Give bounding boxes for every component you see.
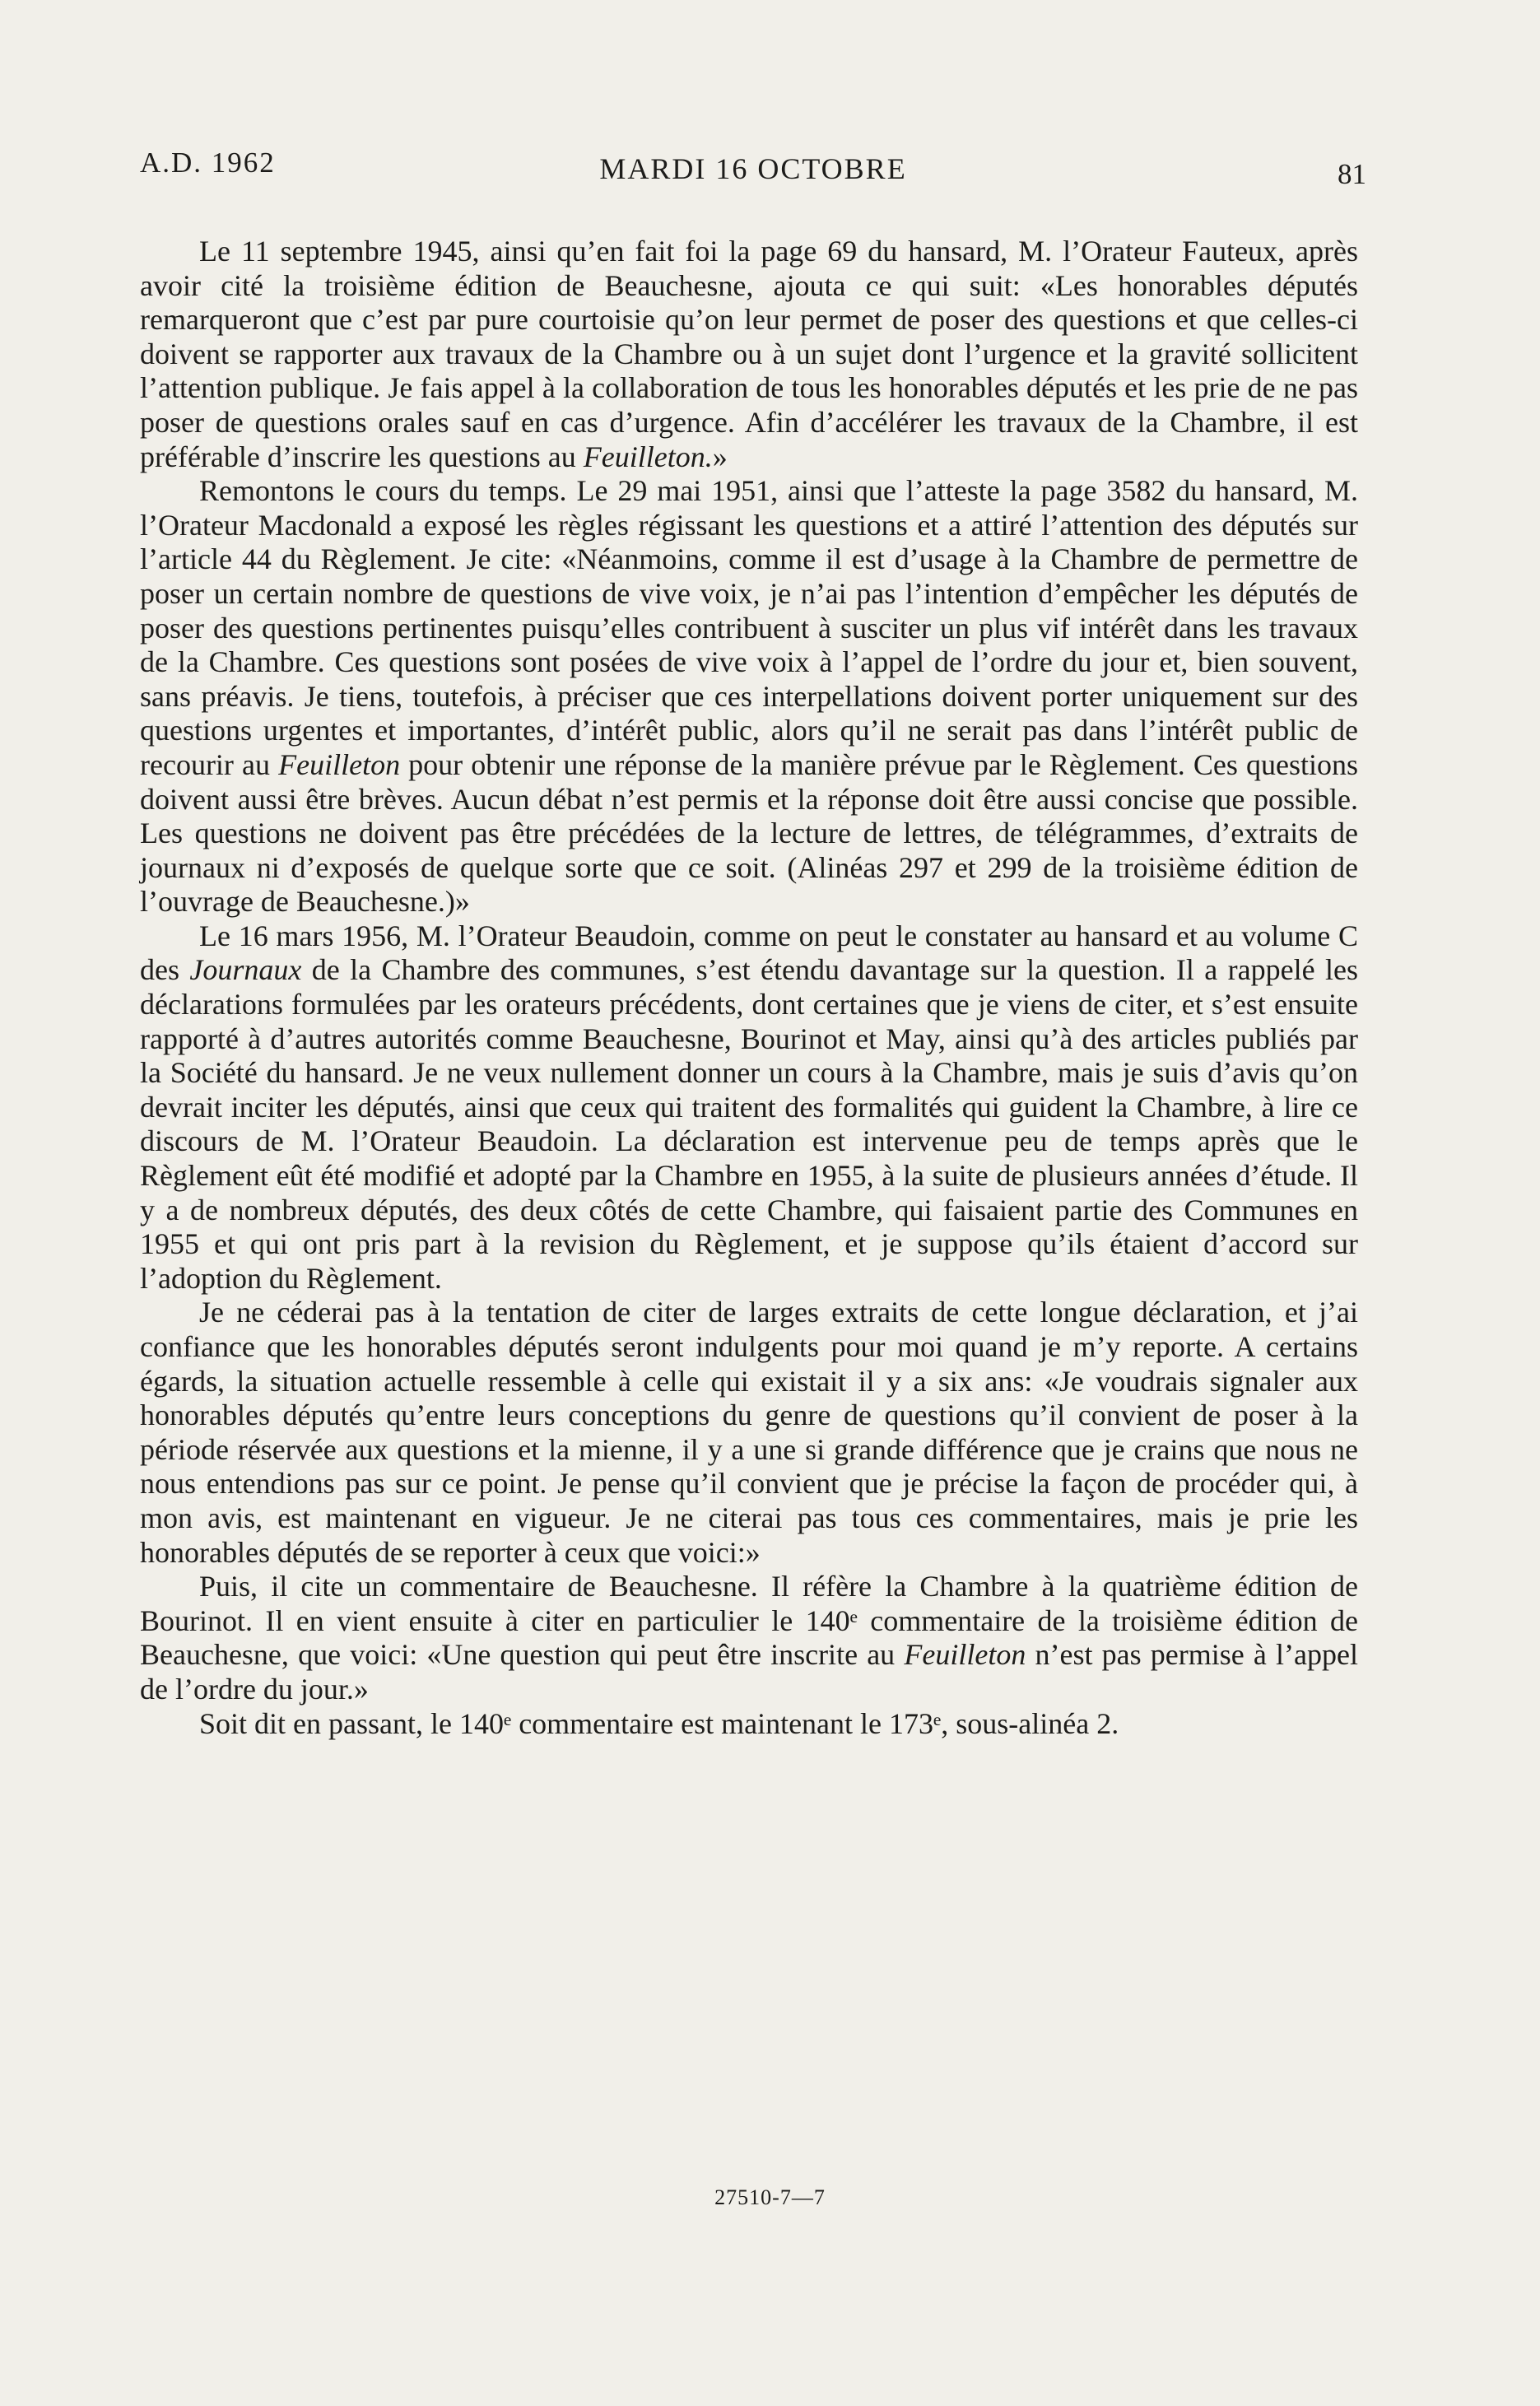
text-run: Puis, il cite un commentaire de Beauchesne. Il réfère la Chambre à la quatrième édition de Bourinot. Il en vient ensuite à citer en particulier le 140ᵉ commentaire de la troisième édition de Beauchesne, que voici: «Une question qui peut être inscrite au: [140, 1570, 1358, 1672]
text-run: Le 11 septembre 1945, ainsi qu’en fait foi la page 69 du hansard, M. l’Orateur Fauteux, après avoir cité la troisième édition de Beauchesne, ajouta ce qui suit: «Les honorables députés remarqueront que c’est par pure courtoisie qu’on leur permet de poser des questions et que celles-ci doivent se rapporter aux travaux de la Chambre ou à un sujet dont l’urgence et la gravité sollicitent l’attention publique. Je fais appel à la collaboration de tous les honorables députés et les prie de ne pas poser de questions orales sauf en cas d’urgence. Afin d’accélérer les travaux de la Chambre, il est préférable d’inscrire les questions au: [140, 235, 1358, 473]
body-text: [140, 235, 1358, 1741]
paragraph: [140, 1570, 1358, 1706]
header-date: MARDI 16 OCTOBRE: [599, 152, 907, 185]
italic-text-run: Feuilleton: [278, 747, 401, 781]
paragraph: [140, 474, 1358, 919]
text-run: Je ne céderai pas à la tentation de citer de larges extraits de cette longue déclaration, et j’ai confiance que les honorables députés seront indulgents pour moi quand je m’y reporte. A certains égards, la situation actuelle ressemble à celle qui existait il y a six ans: «Je voudrais signaler aux honorables députés qu’entre leurs conceptions du genre de questions qu’il convient de poser à la période réservée aux questions et la mienne, il y a une si grande différence que je crains que nous ne nous entendions pas sur ce point. Je pense qu’il convient que je précise la façon de procéder qui, à mon avis, est maintenant en vigueur. Je ne citerai pas tous ces commentaires, mais je prie les honorables députés de se reporter à ceux que voici:»: [140, 1296, 1358, 1569]
footer-printer-code: 27510-7—7: [714, 2185, 826, 2209]
header-year: A.D. 1962: [140, 147, 276, 179]
page-number: 81: [1338, 158, 1366, 190]
paragraph: [140, 1707, 1358, 1742]
italic-text-run: Feuilleton.: [583, 440, 713, 473]
italic-text-run: Journaux: [189, 953, 302, 987]
text-run: Remontons le cours du temps. Le 29 mai 1951, ainsi que l’atteste la page 3582 du hansard, M. l’Orateur Macdonald a exposé les règles régissant les questions et a attiré l’attention des députés sur l’article 44 du Règlement. Je cite: «Néanmoins, comme il est d’usage à la Chambre de permettre de poser un certain nombre de questions de vive voix, je n’ai pas l’intention d’empêcher les députés de poser des questions pertinentes puisqu’elles contribuent à susciter un plus vif intérêt dans les travaux de la Chambre. Ces questions sont posées de vive voix à l’appel de l’ordre du jour et, bien souvent, sans préavis. Je tiens, toutefois, à préciser que ces interpellations doivent porter uniquement sur des questions urgentes et importantes, d’intérêt public, alors qu’il ne serait pas dans l’intérêt public de recourir au: [140, 474, 1358, 781]
paragraph: [140, 919, 1358, 1296]
text-run: de la Chambre des communes, s’est étendu davantage sur la question. Il a rappelé les déclarations formulées par les orateurs précédents, dont certaines que je viens de citer, et s’est ensuite rapporté à d’autres autorités comme Beauchesne, Bourinot et May, ainsi qu’à des articles publiés par la Société du hansard. Je ne veux nullement donner un cours à la Chambre, mais je suis d’avis qu’on devrait inciter les députés, ainsi que ceux qui traitent des formalités qui guident la Chambre, à lire ce discours de M. l’Orateur Beaudoin. La déclaration est intervenue peu de temps après que le Règlement eût été modifié et adopté par la Chambre en 1955, à la suite de plusieurs années d’étude. Il y a de nombreux députés, des deux côtés de cette Chambre, qui faisaient partie des Communes en 1955 et qui ont pris part à la revision du Règlement, et je suppose qu’ils étaient d’accord sur l’adoption du Règlement.: [140, 953, 1358, 1295]
text-run: Soit dit en passant, le 140ᵉ commentaire est maintenant le 173ᵉ, sous-alinéa 2.: [199, 1706, 1119, 1740]
italic-text-run: Feuilleton: [904, 1638, 1026, 1672]
paragraph: [140, 1296, 1358, 1570]
text-run: pour obtenir une réponse de la manière prévue par le Règlement. Ces questions doivent aussi être brèves. Aucun débat n’est permis et la réponse doit être aussi concise que possible. Les questions ne doivent pas être précédées de la lecture de lettres, de télégrammes, d’extraits de journaux ni d’exposés de quelque sorte que ce soit. (Alinéas 297 et 299 de la troisième édition de l’ouvrage de Beauchesne.)»: [140, 747, 1358, 919]
page-header: [140, 140, 1366, 198]
text-run: n’est pas permise à l’appel de l’ordre du jour.»: [140, 1638, 1358, 1706]
text-run: »: [712, 440, 728, 473]
text-run: Le 16 mars 1956, M. l’Orateur Beaudoin, comme on peut le constater au hansard et au volume C des: [140, 919, 1358, 987]
paragraph: [140, 235, 1358, 474]
